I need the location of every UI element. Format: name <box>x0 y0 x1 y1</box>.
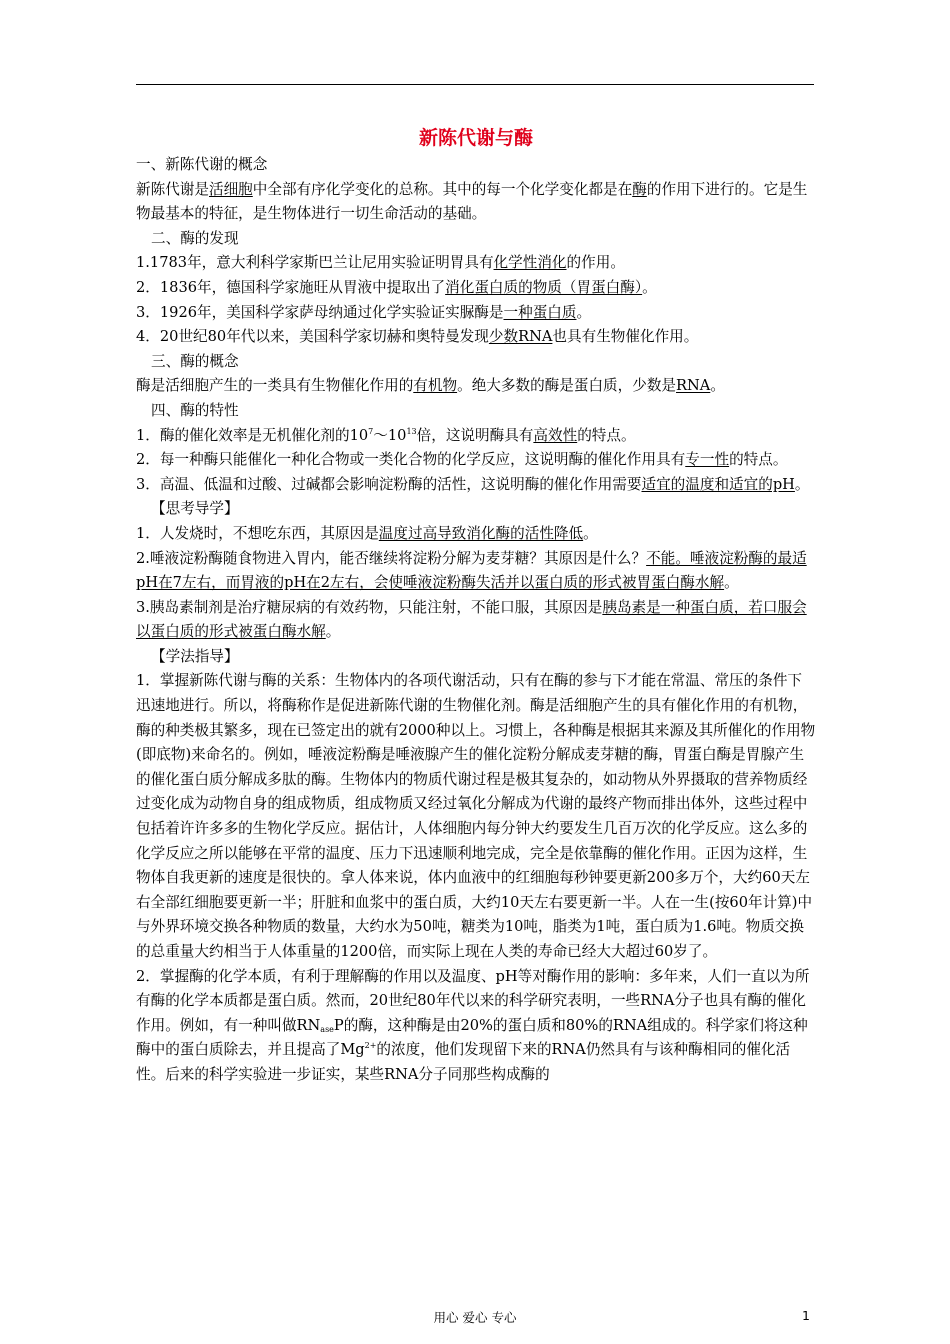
thinking-question-1: 1．人发烧时，不想吃东西，其原因是温度过高导致消化酶的活性降低。 <box>136 524 598 542</box>
page-title: 新陈代谢与酶 <box>418 127 533 149</box>
section-heading-properties: 四、酶的特性 <box>151 401 239 419</box>
discovery-item-1: 1.1783年，意大利科学家斯巴兰让尼用实验证明胃具有化学性消化的作用。 <box>136 254 625 272</box>
section-heading-method: 【学法指导】 <box>151 647 239 665</box>
paragraph-metabolism: 新陈代谢是活细胞中全部有序化学变化的总称。其中的每一个化学变化都是在酶的作用下进行的。它是生物最基本的特征，是生物体进行一切生命活动的基础。 <box>136 180 808 223</box>
section-heading-metabolism: 一、新陈代谢的概念 <box>136 156 268 173</box>
thinking-question-2: 2.唾液淀粉酶随食物进入胃内，能否继续将淀粉分解为麦芽糖？其原因是什么？不能。唾液淀粉酶的最适pH在7左右，而胃液的pH在2左右，会使唾液淀粉酶失活并以蛋白质的形式被胃蛋白酶水解。 <box>136 549 807 592</box>
method-paragraph-2: 2．掌握酶的化学本质，有利于理解酶的作用以及温度、pH等对酶作用的影响：多年来，人们一直以为所有酶的化学本质都是蛋白质。然而，20世纪80年代以来的科学研究表明，一些RNA分子也具有酶的催化作用。例如，有一种叫做$RN_{ase}P$的酶，这种酶是由20%的蛋白质和80%的RNA组成的。科学家们将这种酶中的蛋白质除去，并且提高了$Mg^{2+}$的浓度，他们发现留下来的RNA仍然具有与该种酶相同的催化活性。后来的科学实验进一步证实，某些RNA分子同那些构成酶的 <box>136 967 810 1083</box>
discovery-item-3: 3．1926年，美国科学家萨母纳通过化学实验证实脲酶是一种蛋白质。 <box>136 303 592 321</box>
header-rule <box>136 84 814 85</box>
section-heading-thinking: 【思考导学】 <box>151 500 239 518</box>
method-paragraph-1: 1．掌握新陈代谢与酶的关系：生物体内的各项代谢活动，只有在酶的参与下才能在常温、常压的条件下迅速地进行。所以，将酶称作是促进新陈代谢的生物催化剂。酶是活细胞产生的具有催化作用的有机物，酶的种类极其繁多，现在已签定出的就有2000种以上。习惯上，各种酶是根据其来源及其所催化的作用物(即底物)来命名的。例如，唾液淀粉酶是唾液腺产生的催化淀粉分解成麦芽糖的酶，胃蛋白酶是胃腺产生的催化蛋白质分解成多肽的酶。生物体内的物质代谢过程是极其复杂的，如动物从外界摄取的营养物质经过变化成为动物自身的组成物质，组成物质又经过氧化分解成为代谢的最终产物而排出体外，这些过程中包括着许许多多的生物化学反应。据估计，人体细胞内每分钟大约要发生几百万次的化学反应。这么多的化学反应之所以能够在平常的温度、压力下迅速顺利地完成，完全是依靠酶的催化作用。正因为这样，生物体自我更新的速度是很快的。拿人体来说，体内血液中的红细胞每秒钟要更新200多万个，大约60天左右全部红细胞要更新一半；肝脏和血浆中的蛋白质，大约10天左右要更新一半。人在一生(按60年计算)中与外界环境交换各种物质的数量，大约水为50吨，糖类为10吨，脂类为1吨，蛋白质为1.6吨。物质交换的总重量大约相当于人体重量的1200倍，而实际上现在人类的寿命已经大大超过60岁了。 <box>136 672 816 960</box>
discovery-item-4: 4．20世纪80年代以来，美国科学家切赫和奥特曼发现少数RNA也具有生物催化作用。 <box>136 328 699 346</box>
page-number: 1 <box>802 1308 810 1323</box>
discovery-item-2: 2．1836年，德国科学家施旺从胃液中提取出了消化蛋白质的物质（胃蛋白酶）。 <box>136 278 657 296</box>
property-item-2: 2．每一种酶只能催化一种化合物或一类化合物的化学反应，这说明酶的催化作用具有专一性的特点。 <box>136 451 788 469</box>
footer-slogan: 用心 爱心 专心 <box>433 1310 517 1325</box>
section-heading-discovery: 二、酶的发现 <box>151 229 239 247</box>
property-item-1: 1．酶的催化效率是无机催化剂的$10^7\sim 10^{13}$倍，这说明酶具有高效性的特点。 <box>136 426 636 444</box>
thinking-question-3: 3.胰岛素制剂是治疗糖尿病的有效药物，只能注射，不能口服，其原因是胰岛素是一种蛋白质，若口服会以蛋白质的形式被蛋白酶水解。 <box>136 598 807 641</box>
property-item-3: 3．高温、低温和过酸、过碱都会影响淀粉酶的活性，这说明酶的催化作用需要适宜的温度和适宜的pH。 <box>136 475 810 493</box>
paragraph-concept: 酶是活细胞产生的一类具有生物催化作用的有机物。绝大多数的酶是蛋白质，少数是RNA。 <box>136 377 725 395</box>
document-body <box>136 124 816 1088</box>
section-heading-concept: 三、酶的概念 <box>151 352 239 370</box>
